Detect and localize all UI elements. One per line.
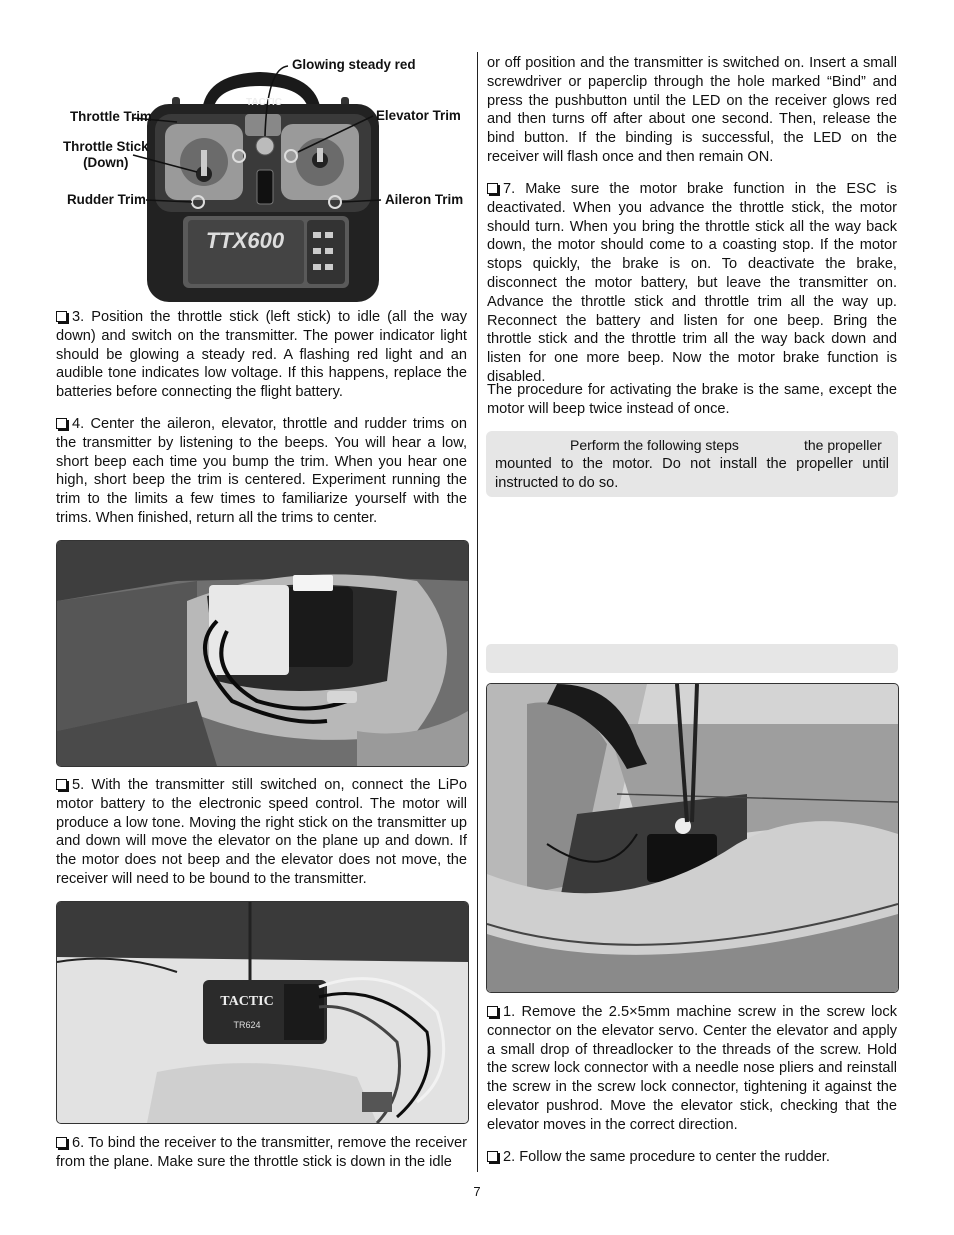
center-step-1-paragraph: 1. Remove the 2.5×5mm machine screw in the screw lock connector on the elevator servo. Center the elevator and apply a small drop of threadlocker to the threads of the screw. Hold the screw lock connector with a needle nose pliers and reinstall the screw in the screw lock connector, tightening it against the elevator pushrod. Move the elevator stick, checking that the elevator moves in the correct direction. <box>487 1004 897 1133</box>
warning-box <box>486 431 898 497</box>
battery-compartment-photo <box>56 540 469 767</box>
step-3-paragraph: 3. Position the throttle stick (left stick) to idle (all the way down) and switch on the transmitter. The power indicator light should be glowing a steady red. A flashing red light and an audible tone indicates low voltage. If this happens, replace the batteries before connecting the flight battery. <box>56 309 467 401</box>
receiver-brand: TACTIC <box>220 994 274 1009</box>
center-step-2-paragraph: 2. Follow the same procedure to center the rudder. <box>487 1148 897 1167</box>
step-4-paragraph: 4. Center the aileron, elevator, throttle and rudder trims on the transmitter by listening to the beeps. You will hear a low, short beep each time you bump the trim. When you hear one high, short beep the trim is centered. Experiment running the trim to the limits a few times to familiarize yourself with the trims. When finished, return all the trims to center. <box>56 416 467 526</box>
checkbox-step-6[interactable] <box>56 1137 67 1148</box>
receiver-photo <box>56 901 469 1124</box>
step-7-paragraph: 7. Make sure the motor brake function in the ESC is deactivated. When you advance the throttle stick, the motor should turn. When you bring the throttle stick all the way back down, the motor should come to a coasting stop. If the motor stops quickly, the brake is on. To deactivate the brake, disconnect the motor battery, but leave the transmitter on. Advance the throttle stick and throttle trim all the way up. Reconnect the battery and listen for one beep. Bring the throttle stick and the throttle trim all the way back down and listen for one more beep. Now the motor brake function is disabled. <box>487 181 897 385</box>
checkbox-step-7[interactable] <box>487 183 498 194</box>
callout-elevator-trim: Elevator Trim <box>376 108 461 123</box>
checkbox-step-5[interactable] <box>56 779 67 790</box>
column-divider <box>477 52 478 1172</box>
warning-text-part-2: the propeller <box>804 437 882 453</box>
callout-glowing-steady-red: Glowing steady red <box>292 57 416 72</box>
page-number: 7 <box>473 1184 481 1199</box>
checkbox-center-step-2[interactable] <box>487 1151 498 1162</box>
warning-line-1 <box>486 437 898 455</box>
transmitter-illustration <box>55 52 470 304</box>
transmitter-model: TTX600 <box>205 228 285 253</box>
warning-text-rest: mounted to the motor. Do not install the propeller until instructed to do so. <box>495 456 889 491</box>
checkbox-step-3[interactable] <box>56 311 67 322</box>
callout-throttle-trim: Throttle Trim <box>70 109 152 124</box>
transmitter-brand: TACTIC <box>246 97 282 108</box>
elevator-servo-photo <box>486 683 899 993</box>
step-5-paragraph: 5. With the transmitter still switched on, connect the LiPo motor battery to the electronic speed control. The motor will produce a low tone. Moving the right stick on the transmitter up and down will move the elevator on the plane up and down. If the motor does not beep and the elevator does not move, the receiver will need to be bound to the transmitter. <box>56 777 467 887</box>
warning-text-part-1: Perform the following steps <box>570 437 739 453</box>
section-header-bar <box>486 644 898 673</box>
callout-aileron-trim: Aileron Trim <box>385 192 464 207</box>
callout-throttle-stick: Throttle Stick (Down) <box>63 139 149 170</box>
callout-rudder-trim: Rudder Trim <box>67 192 146 207</box>
checkbox-step-4[interactable] <box>56 418 67 429</box>
brake-note-paragraph: The procedure for activating the brake is the same, except the motor will beep twice instead of once. <box>487 382 897 417</box>
step-6-continued-paragraph: or off position and the transmitter is switched on. Insert a small screwdriver or paperclip through the hole marked “Bind” and press the pushbutton until the LED on the receiver glows red and then turns off after about one second. Then, release the bind button. If the binding is successful, the LED on the receiver will flash once and then remain ON. <box>487 55 897 165</box>
step-6-paragraph: 6. To bind the receiver to the transmitter, remove the receiver from the plane. Make sure the throttle stick is down in the idle <box>56 1135 467 1170</box>
checkbox-center-step-1[interactable] <box>487 1006 498 1017</box>
receiver-model: TR624 <box>233 1020 261 1030</box>
transmitter-figure <box>55 52 470 304</box>
